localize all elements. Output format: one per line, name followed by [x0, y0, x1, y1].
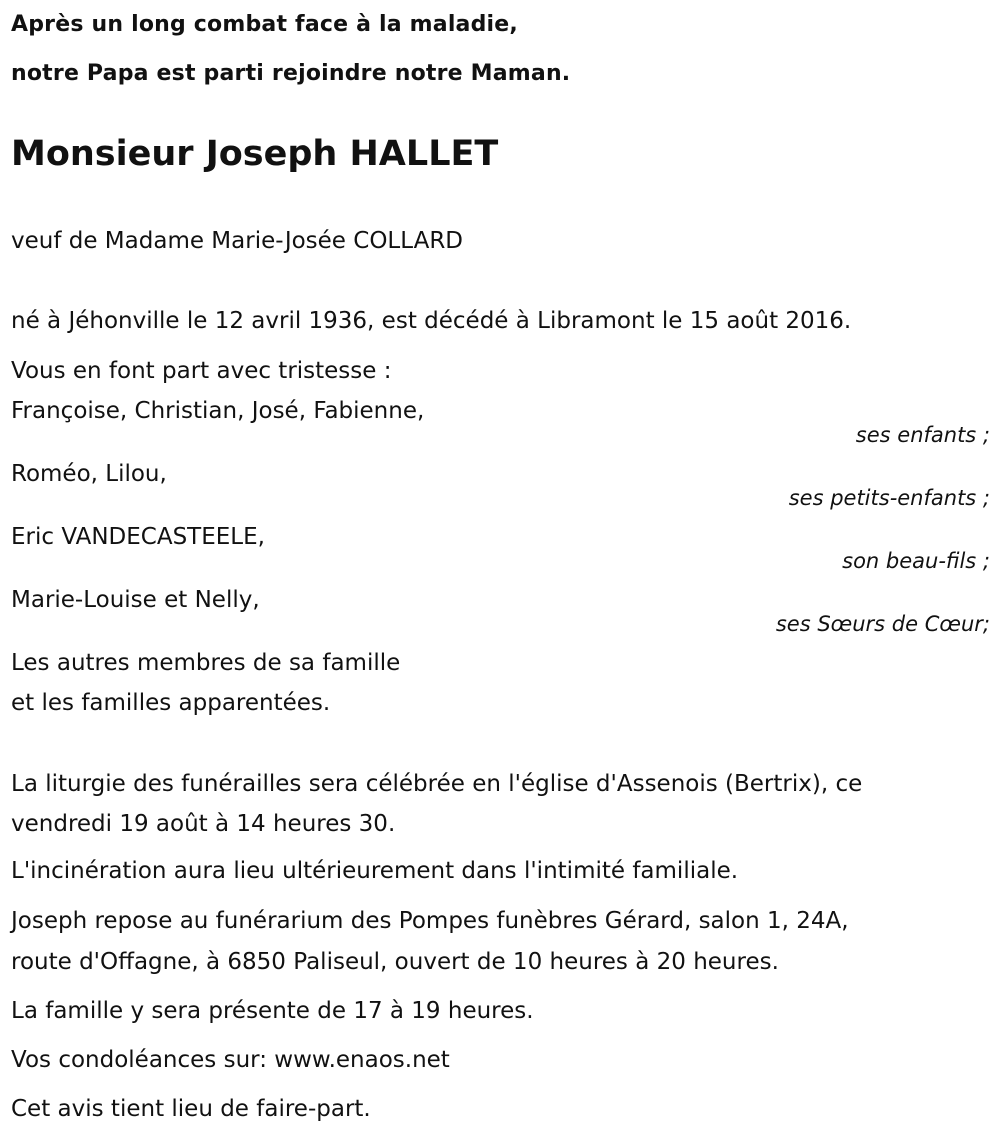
- others-line-2: et les familles apparentées.: [11, 690, 331, 716]
- family-names-son-in-law: Eric VANDECASTEELE,: [11, 524, 265, 550]
- family-presence: La famille y sera présente de 17 à 19 heures.: [11, 998, 534, 1024]
- family-names-grandchildren: Roméo, Lilou,: [11, 461, 167, 487]
- family-names-children: Françoise, Christian, José, Fabienne,: [11, 398, 425, 424]
- funeral-line-1: La liturgie des funérailles sera célébrée en l'église d'Assenois (Bertrix), ce: [11, 771, 863, 797]
- notice: Cet avis tient lieu de faire-part.: [11, 1096, 371, 1122]
- family-relation-sisters-of-heart: ses Sœurs de Cœur;: [775, 612, 990, 636]
- viewing-line-2: route d'Offagne, à 6850 Paliseul, ouvert de 10 heures à 20 heures.: [11, 949, 779, 975]
- announcement-intro: Vous en font part avec tristesse :: [11, 358, 392, 384]
- deceased-name: Monsieur Joseph HALLET: [11, 134, 499, 174]
- family-relation-children: ses enfants ;: [855, 423, 990, 447]
- family-names-sisters-of-heart: Marie-Louise et Nelly,: [11, 587, 260, 613]
- widower-of: veuf de Madame Marie-Josée COLLARD: [11, 228, 464, 254]
- intro-line-1: Après un long combat face à la maladie,: [11, 12, 518, 37]
- condolences: Vos condoléances sur: www.enaos.net: [11, 1047, 450, 1073]
- family-relation-grandchildren: ses petits-enfants ;: [788, 486, 990, 510]
- funeral-line-2: vendredi 19 août à 14 heures 30.: [11, 811, 396, 837]
- intro-line-2: notre Papa est parti rejoindre notre Maman.: [11, 61, 571, 86]
- family-relation-son-in-law: son beau-fils ;: [842, 549, 990, 573]
- birth-death: né à Jéhonville le 12 avril 1936, est décédé à Libramont le 15 août 2016.: [11, 308, 852, 334]
- cremation: L'incinération aura lieu ultérieurement dans l'intimité familiale.: [11, 858, 739, 884]
- others-line-1: Les autres membres de sa famille: [11, 650, 401, 676]
- viewing-line-1: Joseph repose au funérarium des Pompes funèbres Gérard, salon 1, 24A,: [11, 908, 849, 934]
